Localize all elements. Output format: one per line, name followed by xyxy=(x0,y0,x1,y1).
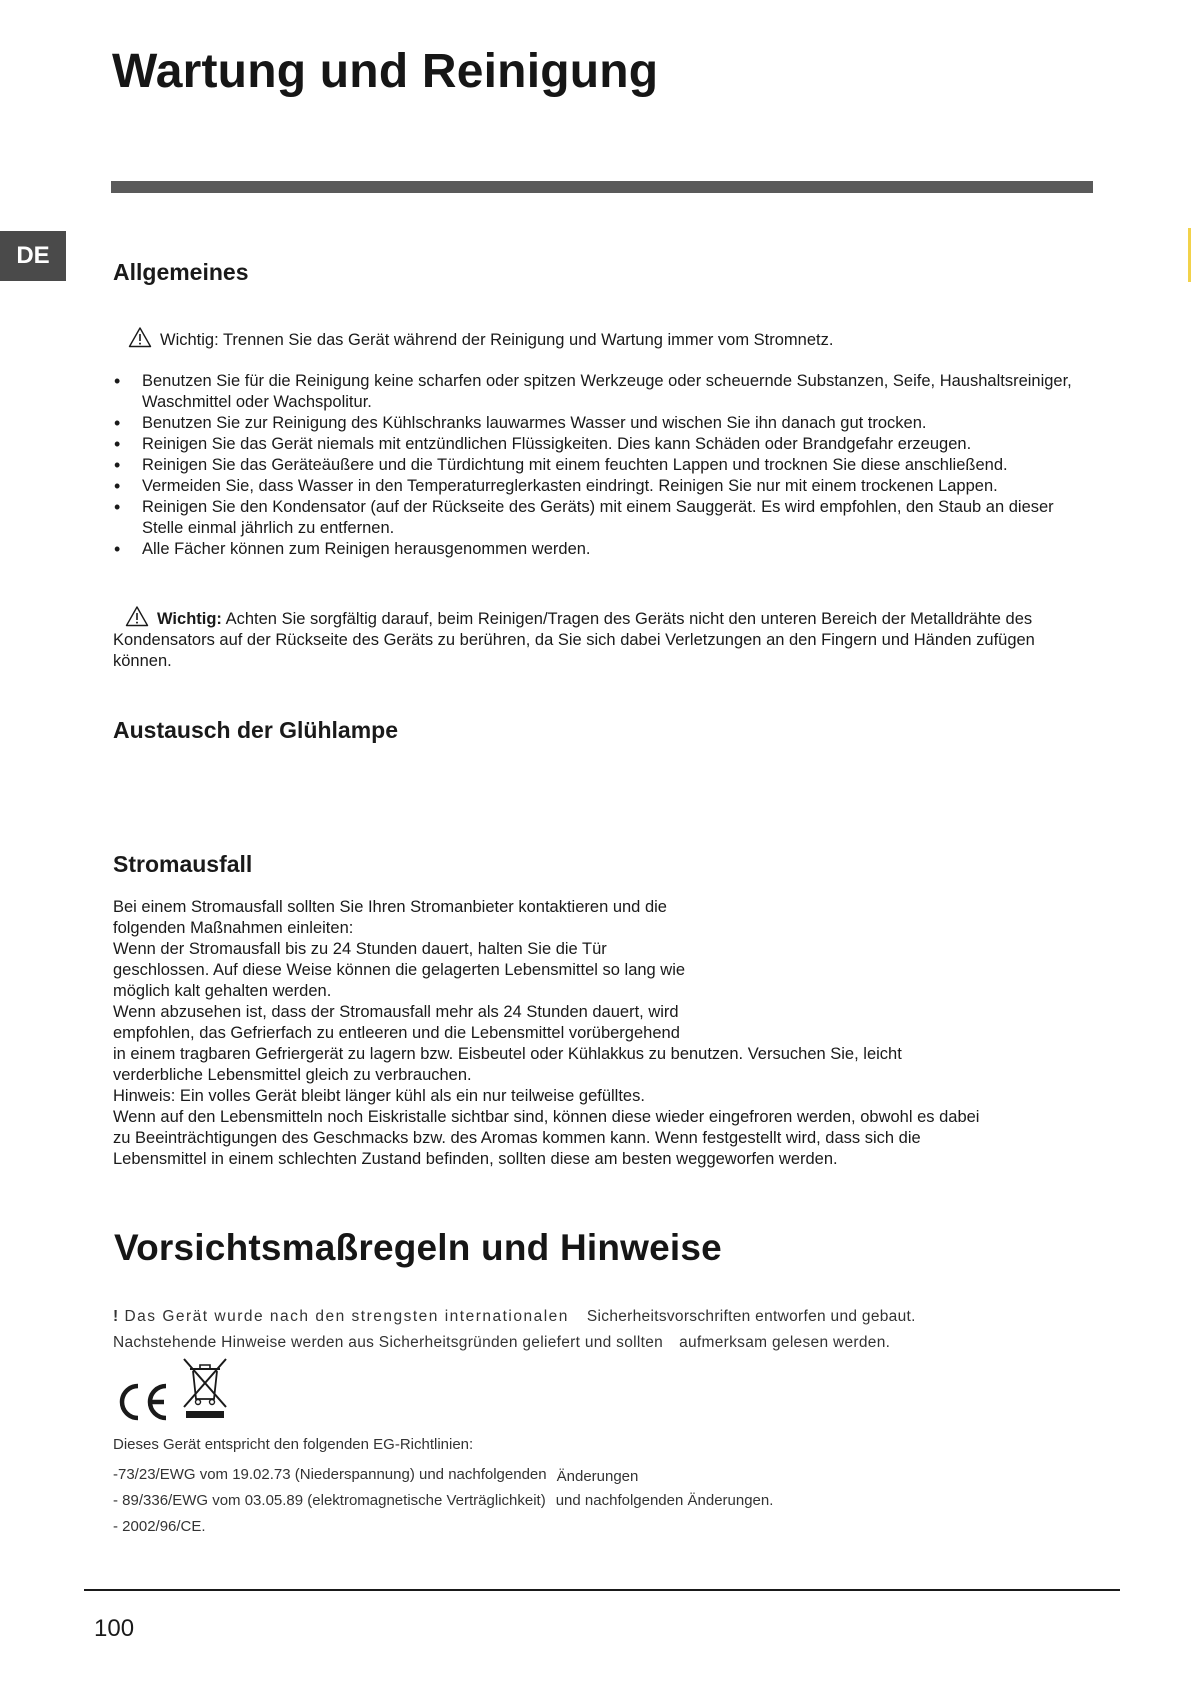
cleaning-bullet-list xyxy=(114,371,1084,560)
directive-suffix: und nachfolgenden Änderungen. xyxy=(555,1492,774,1509)
text-line: möglich kalt gehalten werden. xyxy=(113,982,332,1000)
section-heading-stromausfall: Stromausfall xyxy=(113,851,253,877)
text-line: Bei einem Stromausfall sollten Sie Ihren Stromanbieter kontaktieren und die xyxy=(113,898,667,916)
directive-text: -73/23/EWG vom 19.02.73 (Niederspannung) und nachfolgenden xyxy=(113,1466,547,1483)
language-tab: DE xyxy=(0,231,66,281)
warning-triangle-icon xyxy=(125,605,149,627)
text-line: folgenden Maßnahmen einleiten: xyxy=(113,919,354,937)
section-heading-allgemeines: Allgemeines xyxy=(113,259,249,285)
intro-text-2b: aufmerksam gelesen werden. xyxy=(679,1334,891,1351)
directive-row xyxy=(113,1488,1113,1514)
text-line: empfohlen, das Gefrierfach zu entleeren und die Lebensmittel vorübergehend xyxy=(113,1024,680,1042)
intro-text-2a: Nachstehende Hinweise werden aus Sicherheitsgründen geliefert und sollten xyxy=(113,1334,664,1351)
text-line: in einem tragbaren Gefriergerät zu lagern bzw. Eisbeutel oder Kühlakkus zu benutzen. Versuchen Sie, leicht xyxy=(113,1045,902,1063)
directives-intro: Dieses Gerät entspricht den folgenden EG-Richtlinien: xyxy=(113,1436,474,1453)
text-line: zu Beeinträchtigungen des Geschmacks bzw. des Aromas kommen kann. Wenn festgestellt wird, dass sich die xyxy=(113,1129,921,1147)
intro-line-2 xyxy=(113,1330,1113,1356)
list-item: • Reinigen Sie den Kondensator (auf der Rückseite des Geräts) mit einem Sauggerät. Es wird empfohlen, den Staub an dieser Stelle einmal jährlich zu entfernen. xyxy=(114,497,1084,539)
text-line: geschlossen. Auf diese Weise können die gelagerten Lebensmittel so lang wie xyxy=(113,961,686,979)
condenser-warning xyxy=(113,605,1048,672)
important-notice xyxy=(128,326,1058,351)
power-failure-text xyxy=(113,897,1093,1170)
list-item: • Reinigen Sie das Gerät niemals mit entzündlichen Flüssigkeiten. Dies kann Schäden oder Brandgefahr erzeugen. xyxy=(114,434,1084,455)
intro-text-1a: Das Gerät wurde nach den strengsten internationalen xyxy=(124,1308,569,1325)
directive-row xyxy=(113,1514,1113,1540)
text-line: Wenn der Stromausfall bis zu 24 Stunden dauert, halten Sie die Tür xyxy=(113,940,607,958)
page-number: 100 xyxy=(94,1615,135,1642)
crossed-out-bin-icon xyxy=(180,1357,230,1419)
directives-block xyxy=(113,1432,1113,1540)
intro-line-1 xyxy=(113,1304,1113,1330)
footer-divider xyxy=(84,1589,1120,1591)
page-title: Wartung und Reinigung xyxy=(112,45,659,98)
text-line: verderbliche Lebensmittel gleich zu verbrauchen. xyxy=(113,1066,472,1084)
list-item: • Benutzen Sie zur Reinigung des Kühlschranks lauwarmes Wasser und wischen Sie ihn danach gut trocken. xyxy=(114,413,1084,434)
exclamation-mark: ! xyxy=(113,1308,119,1325)
title-divider xyxy=(111,181,1093,193)
notice-text: Wichtig: Trennen Sie das Gerät während der Reinigung und Wartung immer vom Stromnetz. xyxy=(160,331,834,349)
intro-text-1b: Sicherheitsvorschriften entworfen und gebaut. xyxy=(586,1308,916,1325)
list-item: • Benutzen Sie für die Reinigung keine scharfen oder spitzen Werkzeuge oder scheuernde Substanzen, Seife, Haushaltsreiniger, Waschmittel oder Wachspolitur. xyxy=(114,371,1084,413)
directive-suffix: Änderungen xyxy=(556,1468,639,1485)
list-item: • Vermeiden Sie, dass Wasser in den Temperaturreglerkasten eindringt. Reinigen Sie nur mit einem trockenen Lappen. xyxy=(114,476,1084,497)
list-item: • Reinigen Sie das Geräteäußere und die Türdichtung mit einem feuchten Lappen und trocknen Sie diese anschließend. xyxy=(114,455,1084,476)
section-heading-gluehlampe: Austausch der Glühlampe xyxy=(113,717,399,743)
safety-intro xyxy=(113,1304,1113,1356)
warning-text: Achten Sie sorgfältig darauf, beim Reinigen/Tragen des Geräts nicht den unteren Bereich der Metalldrähte des Kondensators auf der Rückseite des Geräts zu berühren, da Sie sich dabei Verletzungen an den Fingern und Händen zufügen können. xyxy=(113,610,1035,670)
directive-text: - 2002/96/CE. xyxy=(113,1518,206,1535)
text-line: Wenn abzusehen ist, dass der Stromausfall mehr als 24 Stunden dauert, wird xyxy=(113,1003,679,1021)
directive-row xyxy=(113,1462,1113,1488)
text-line: Wenn auf den Lebensmitteln noch Eiskristalle sichtbar sind, können diese wieder eingefroren werden, obwohl es dabei xyxy=(113,1108,980,1126)
warning-triangle-icon xyxy=(128,326,152,348)
list-item: • Alle Fächer können zum Reinigen herausgenommen werden. xyxy=(114,539,1084,560)
warning-label: Wichtig: xyxy=(157,610,222,628)
text-line: Lebensmittel in einem schlechten Zustand befinden, sollten diese am besten weggeworfen werden. xyxy=(113,1150,838,1168)
text-line: Hinweis: Ein volles Gerät bleibt länger kühl als ein nur teilweise gefülltes. xyxy=(113,1087,645,1105)
directive-text: - 89/336/EWG vom 03.05.89 (elektromagnetische Verträglichkeit) xyxy=(113,1492,546,1509)
section-title-vorsicht: Vorsichtsmaßregeln und Hinweise xyxy=(114,1227,722,1268)
